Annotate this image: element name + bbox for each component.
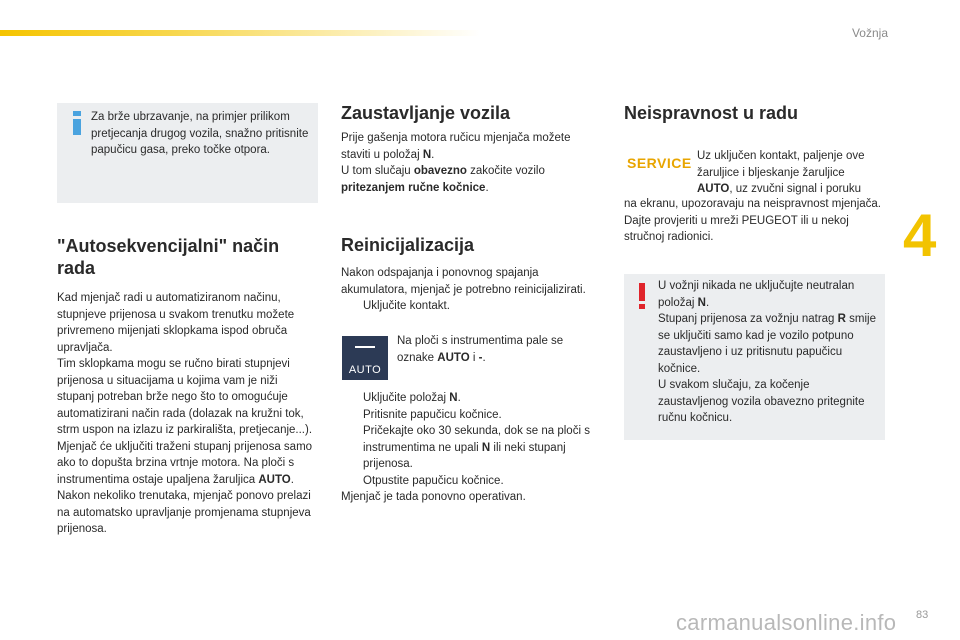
warning-note — [624, 274, 885, 440]
sequential-title: "Autosekvencijalni" način rada — [57, 236, 280, 278]
sequential-section — [57, 235, 315, 538]
stopping-line2: U tom slučaju obavezno zakočite vozilo pritezanjem ručne kočnice. — [341, 165, 545, 194]
reinit-step-2: Pritisnite papučicu kočnice. — [341, 407, 603, 424]
header-accent-bar — [0, 30, 480, 36]
info-note — [57, 103, 318, 203]
reinit-section — [341, 234, 603, 315]
bullet-triangle-icon — [341, 423, 363, 473]
reinit-step-4: Otpustite papučicu kočnice. — [341, 473, 603, 490]
section-title: Vožnja — [851, 26, 888, 40]
watermark: carmanualsonline.info — [676, 610, 897, 635]
reinit-step-3: Pričekajte oko 30 sekunda, dok se na ploči s instrumentima ne upali N ili neki stupanj prijenosa. — [341, 423, 603, 473]
fault-text-2: na ekranu, upozoravaju na neispravnost mjenjača. Dajte provjeriti u mreži PEUGEOT ili u nekoj stručnoj radionici. — [624, 198, 881, 243]
fault-text-1: Uz uključen kontakt, paljenje ove žaruljice i bljeskanje žaruljice AUTO, uz zvučni signal i poruku — [697, 150, 865, 195]
auto-indicator-icon — [342, 336, 388, 380]
page-number: 83 — [916, 609, 929, 621]
stopping-section — [341, 102, 603, 196]
bullet-triangle-icon — [341, 298, 363, 315]
auto-indicator-description: Na ploči s instrumentima pale se oznake AUTO i -. — [397, 335, 564, 364]
info-note-text: Za brže ubrzavanje, na primjer prilikom pretjecanja drugog vozila, snažno pritisnite papučicu gasa, preko točke otpora. — [91, 111, 309, 156]
info-icon — [70, 111, 84, 135]
fault-title: Neispravnost u radu — [624, 103, 799, 123]
reinit-intro: Nakon odspajanja i ponovnog spajanja akumulatora, mjenjač je potrebno reinicijalizirati. — [341, 267, 586, 296]
bullet-triangle-icon — [341, 390, 363, 407]
dash-icon — [355, 346, 375, 348]
sequential-p4: Nakon nekoliko trenutaka, mjenjač ponovo prelazi na automatsko upravljanje promjenama stupnjeva prijenosa. — [57, 490, 311, 535]
reinit-step-1: Uključite položaj N. — [341, 390, 603, 407]
stopping-title: Zaustavljanje vozila — [341, 103, 511, 123]
reinit-title: Reinicijalizacija — [341, 235, 475, 255]
sequential-p3: Mjenjač će uključiti traženi stupanj prijenosa samo ako to dopušta brzina vrtnje motora. Na ploči s instrumentima ostaje upaljena žaruljica AUTO. — [57, 440, 313, 486]
reinit-step-0: Uključite kontakt. — [341, 298, 603, 315]
bullet-triangle-icon — [341, 473, 363, 490]
reinit-outro: Mjenjač je tada ponovno operativan. — [341, 491, 526, 503]
fault-section — [624, 102, 886, 124]
service-warning-icon: SERVICE — [627, 155, 692, 171]
warning-line-2: Stupanj prijenosa za vožnju natrag R smije se uključiti samo kad je vozilo potpuno zaustavljeno i uz pritisnutu papučicu kočnice. — [658, 313, 876, 375]
warning-line-3: U svakom slučaju, za kočenje zaustavljenog vozila obavezno pritegnite ručnu kočnicu. — [658, 379, 865, 424]
warning-line-1: U vožnji nikada ne uključujte neutralan položaj N. — [658, 280, 855, 309]
auto-indicator-label: AUTO — [348, 364, 382, 376]
chapter-number: 4 — [903, 202, 937, 269]
sequential-p1: Kad mjenjač radi u automatiziranom načinu, stupnjeve prijenosa u svakom trenutku možete privremeno mijenjati sklopkama ispod obruča upravljača. — [57, 292, 295, 354]
stopping-line1: Prije gašenja motora ručicu mjenjača možete staviti u položaj N. — [341, 132, 571, 161]
reinit-steps — [341, 390, 603, 506]
warning-text — [658, 278, 876, 427]
exclamation-icon — [639, 283, 645, 309]
bullet-triangle-icon — [341, 407, 363, 424]
sequential-p2: Tim sklopkama mogu se ručno birati stupnjevi prijenosa u situacijama u kojima vam je niži stupanj potreban brže nego što to omogućuje automatizirani način rada (dolazak na kružni tok, strm uspon na izlazu iz parkirališta, pretjecanje...). — [57, 358, 313, 436]
